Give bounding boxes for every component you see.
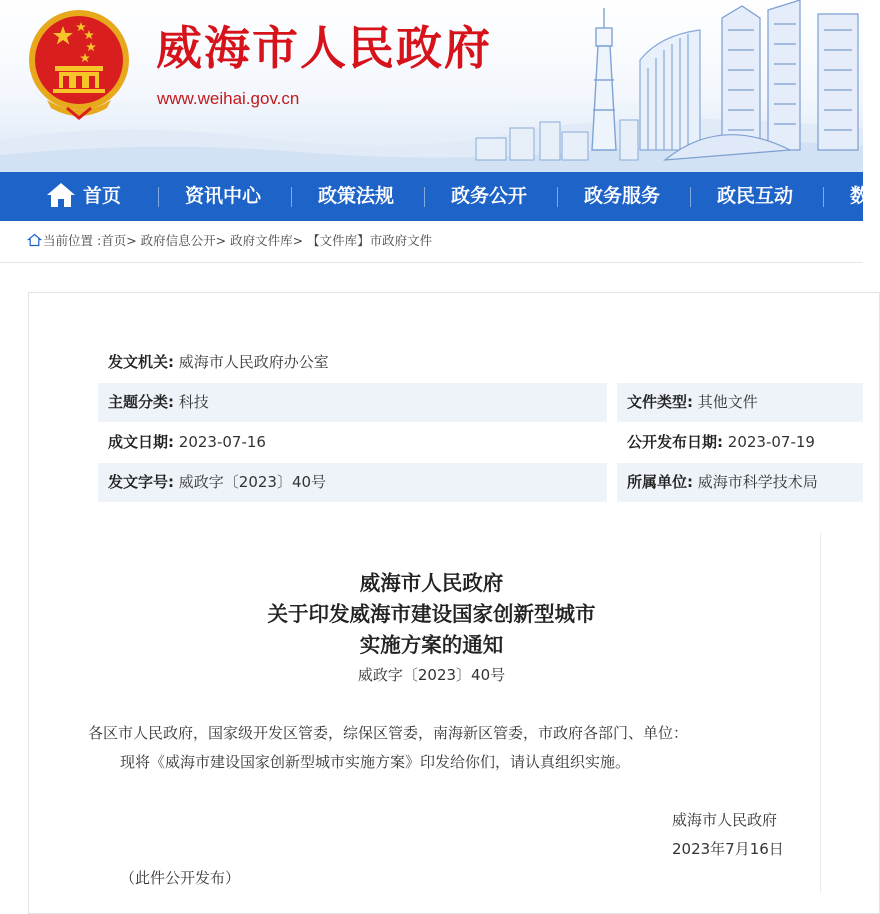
nav-divider	[557, 187, 558, 207]
article-title-line-2: 关于印发威海市建设国家创新型城市	[267, 602, 596, 626]
meta-created	[98, 423, 607, 462]
meta-published-label: 公开发布日期:	[627, 433, 723, 451]
breadcrumb-link-document-library[interactable]: 政府文件库>	[230, 233, 304, 248]
meta-created-label: 成文日期:	[108, 433, 174, 451]
nav-divider	[291, 187, 292, 207]
meta-unit	[617, 463, 863, 502]
nav-item-services[interactable]: 政务服务	[584, 185, 661, 207]
breadcrumb-link-city-documents[interactable]: 【文件库】市政府文件	[307, 233, 433, 248]
article-title-line-1: 威海市人民政府	[359, 571, 504, 595]
meta-doctype-label: 文件类型:	[627, 393, 693, 411]
nav-item-policy[interactable]: 政策法规	[318, 185, 395, 207]
breadcrumb-link-home[interactable]: 首页>	[101, 233, 137, 248]
site-title: 威海市人民政府	[156, 21, 492, 75]
main-nav	[0, 172, 870, 221]
nav-divider	[158, 187, 159, 207]
breadcrumb-prefix: 当前位置 :	[43, 233, 102, 248]
meta-published-value: 2023-07-19	[727, 433, 815, 451]
nav-item-interaction[interactable]: 政民互动	[717, 185, 794, 207]
nav-item-news[interactable]: 资讯中心	[185, 185, 262, 207]
article-body: 现将《威海市建设国家创新型城市实施方案》印发给你们，请认真组织实施。	[120, 753, 631, 771]
nav-item-data[interactable]: 数	[850, 185, 870, 207]
nav-divider	[823, 187, 824, 207]
meta-docno-label: 发文字号:	[108, 473, 174, 491]
meta-unit-value: 威海市科学技术局	[697, 473, 818, 491]
header-banner	[0, 0, 863, 172]
meta-unit-label: 所属单位:	[627, 473, 693, 491]
divider	[0, 262, 863, 263]
meta-created-value: 2023-07-16	[178, 433, 266, 451]
meta-topic-value: 科技	[178, 393, 209, 411]
site-url[interactable]: www.weihai.gov.cn	[157, 89, 300, 108]
home-icon	[46, 182, 76, 208]
breadcrumb-home-icon	[28, 234, 41, 246]
breadcrumb-link-info-disclosure[interactable]: 政府信息公开>	[140, 233, 227, 248]
nav-item-label: 首页	[83, 185, 122, 207]
meta-doctype	[617, 383, 863, 422]
meta-docno	[98, 463, 607, 502]
national-emblem-icon	[27, 8, 131, 120]
meta-topic	[98, 383, 607, 422]
nav-divider	[690, 187, 691, 207]
meta-issuer-label: 发文机关:	[108, 353, 174, 371]
meta-issuer	[98, 343, 628, 382]
article-doc-number: 威政字〔2023〕40号	[357, 666, 506, 684]
article-title-line-3: 实施方案的通知	[359, 633, 504, 657]
nav-divider	[424, 187, 425, 207]
meta-issuer-value: 威海市人民政府办公室	[178, 353, 329, 371]
article-date: 2023年7月16日	[672, 840, 784, 858]
article-signature: 威海市人民政府	[672, 811, 778, 829]
meta-doctype-value: 其他文件	[697, 393, 758, 411]
article-footnote: （此件公开发布）	[120, 869, 241, 887]
breadcrumb	[28, 232, 432, 250]
meta-docno-value: 威政字〔2023〕40号	[178, 473, 327, 491]
nav-item-home[interactable]	[46, 172, 121, 221]
nav-item-open-government[interactable]: 政务公开	[451, 185, 528, 207]
meta-topic-label: 主题分类:	[108, 393, 174, 411]
article-recipients: 各区市人民政府，国家级开发区管委，综保区管委，南海新区管委，市政府各部门、单位：	[88, 724, 689, 742]
meta-published	[617, 423, 863, 462]
